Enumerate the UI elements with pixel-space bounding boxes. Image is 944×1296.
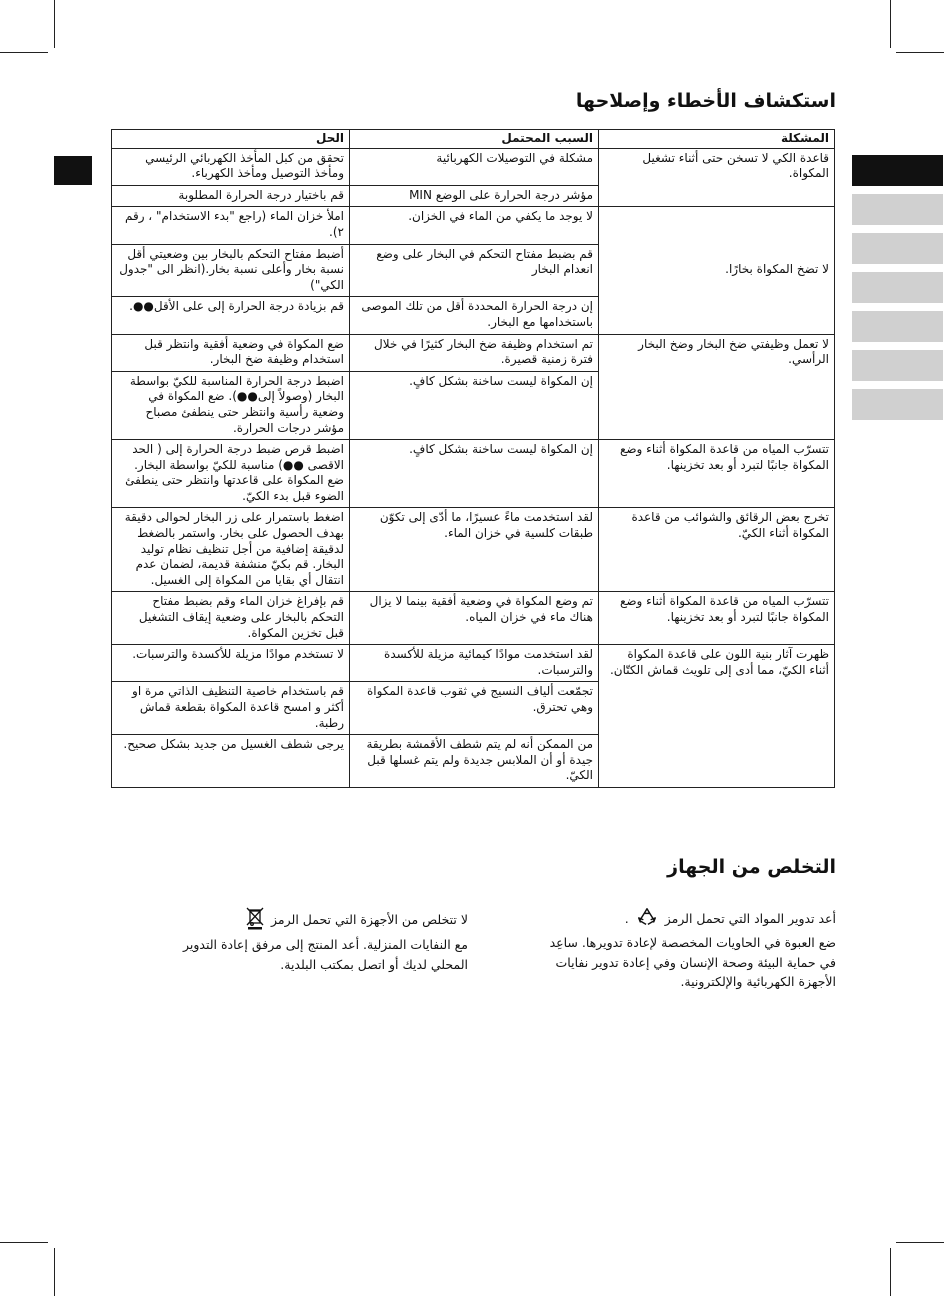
troubleshooting-table [111, 129, 835, 788]
solution-cell: اضغط باستمرار على زر البخار لحوالى دقيقة بهدف الحصول على بخار. واستمر بالضغط لدقيقة إضافية من أجل تنظيف نظام توليد البخار. قم بكيّ منشفة قديمة، لضمان عدم انتقال أي بقايا من المكواة إلى الغسيل. [112, 508, 350, 592]
crop-mark [890, 1248, 891, 1296]
recycle-text-start: أعد تدوير المواد التي تحمل الرمز [664, 911, 836, 927]
cause-cell: تم استخدام وظيفة ضخ البخار كثيرًا في خلال فترة زمنية قصيرة. [350, 334, 599, 371]
cause-cell: تم وضع المكواة في وضعية أفقية بينما لا يزال هناك ماء في خزان المياه. [350, 592, 599, 645]
table-row [112, 334, 835, 371]
recycling-paragraph [546, 906, 836, 992]
problem-cell: تتسرّب المياه من قاعدة المكواة أثناء وضع المكواة جانبًا لتبرد أو بعد تخزينها. [599, 440, 835, 508]
cause-cell: من الممكن أنه لم يتم شطف الأقمشة بطريقة جيدة أو أن الملابس جديدة ولم يتم غسلها قبل الكيّ. [350, 735, 599, 788]
solution-cell: لا تستخدم موادًا مزيلة للأكسدة والترسبات. [112, 645, 350, 682]
solution-cell: قم باختيار درجة الحرارة المطلوبة [112, 185, 350, 207]
problem-cell: ظهرت آثار بنية اللون على قاعدة المكواة أثناء الكيّ، مما أدى إلى تلويث قماش الكتّان. [599, 645, 835, 788]
crop-mark [54, 0, 55, 48]
cause-cell: لا يوجد ما يكفي من الماء في الخزان. [350, 207, 599, 244]
table-header-row [112, 130, 835, 149]
crop-mark [54, 1248, 55, 1296]
solution-cell: املأ خزان الماء (راجع "بدء الاستخدام" ، رقم ٢). [112, 207, 350, 244]
crossed-bin-icon [246, 906, 264, 935]
troubleshooting-title: استكشاف الأخطاء وإصلاحها [575, 90, 836, 112]
table-row [112, 148, 835, 185]
solution-cell: قم بزيادة درجة الحرارة إلى على الأقل●●. [112, 297, 350, 334]
table-row [112, 207, 835, 244]
table-row [112, 508, 835, 592]
solution-cell: اضبط قرص ضبط درجة الحرارة إلى ( الحد الاقصى ●●) مناسبة للكيّ بواسطة البخار. ضع المكواة على قاعدتها وانتظر حتى ينطفئ الضوء قبل بدء الكيّ. [112, 440, 350, 508]
problem-cell: قاعدة الكي لا تسخن حتى أثناء تشغيل المكواة. [599, 148, 835, 207]
solution-cell: أضبط مفتاح التحكم بالبخار بين وضعيتي أقل نسبة بخار وأعلى نسبة بخار.(انظر الى "جدول الكي") [112, 244, 350, 297]
recycle-icon [636, 906, 658, 933]
disposal-title: التخلص من الجهاز [667, 856, 836, 878]
language-tab-active [852, 155, 943, 186]
weee-text-start: لا تتخلص من الأجهزة التي تحمل الرمز [271, 912, 468, 928]
language-tab [852, 272, 943, 303]
solution-cell: ضع المكواة في وضعية أفقية وانتظر قبل استخدام وظيفة ضخ البخار. [112, 334, 350, 371]
page-edge-tab [54, 156, 92, 185]
language-tab [852, 233, 943, 264]
language-tab [852, 311, 943, 342]
cause-cell: إن المكواة ليست ساخنة بشكل كافٍ. [350, 371, 599, 439]
crop-mark [890, 0, 891, 48]
header-cause: السبب المحتمل [350, 130, 599, 149]
weee-text-rest: مع النفايات المنزلية. أعد المنتج إلى مرفق إعادة التدوير المحلي لديك أو اتصل بمكتب البلدية. [183, 937, 468, 972]
solution-cell: تحقق من كبل المأخذ الكهربائي الرئيسي ومأخذ التوصيل ومأخذ الكهرباء. [112, 148, 350, 185]
cause-cell: إن المكواة ليست ساخنة بشكل كافٍ. [350, 440, 599, 508]
cause-cell: تجمّعت ألياف النسيج في ثقوب قاعدة المكواة وهي تحترق. [350, 682, 599, 735]
problem-cell: لا تعمل وظيفتي ضخ البخار وضخ البخار الرأسي. [599, 334, 835, 440]
crop-mark [896, 52, 944, 53]
solution-cell: قم باستخدام خاصية التنظيف الذاتي مرة او أكثر و امسح قاعدة المكواة بقطعة قماش رطبة. [112, 682, 350, 735]
solution-cell: يرجى شطف الغسيل من جديد بشكل صحيح. [112, 735, 350, 788]
crop-mark [0, 52, 48, 53]
cause-cell: مشكلة في التوصيلات الكهربائية [350, 148, 599, 185]
language-tab [852, 389, 943, 420]
language-tab [852, 350, 943, 381]
cause-cell: إن درجة الحرارة المحددة أقل من تلك الموصى باستخدامها مع البخار. [350, 297, 599, 334]
recycle-text-end: . [624, 911, 629, 927]
table-row [112, 440, 835, 508]
cause-cell: قم بضبط مفتاح التحكم في البخار على وضع انعدام البخار [350, 244, 599, 297]
header-solution: الحل [112, 130, 350, 149]
header-problem: المشكلة [599, 130, 835, 149]
problem-cell: لا تضخ المكواة بخارًا. [599, 207, 835, 334]
cause-cell: لقد استخدمت ماءً عسيرًا، ما أدّى إلى تكوّن طبقات كلسية في خزان الماء. [350, 508, 599, 592]
weee-paragraph [178, 906, 468, 974]
cause-cell: لقد استخدمت موادًا كيمائية مزيلة للأكسدة والترسبات. [350, 645, 599, 682]
crop-mark [896, 1242, 944, 1243]
cause-cell: مؤشر درجة الحرارة على الوضع MIN [350, 185, 599, 207]
language-tabs [852, 155, 943, 428]
problem-cell: تخرج بعض الرقائق والشوائب من قاعدة المكواة أثناء الكيّ. [599, 508, 835, 592]
language-tab [852, 194, 943, 225]
crop-mark [0, 1242, 48, 1243]
recycle-text-rest: ضع العبوة في الحاويات المخصصة لإعادة تدويرها. ساعِد في حماية البيئة وصحة الإنسان وفي إعادة تدوير نفايات الأجهزة الكهربائية والإلكترونية. [549, 935, 836, 990]
solution-cell: اضبط درجة الحرارة المناسبة للكيّ بواسطة البخار (وصولاً إلى●●). ضع المكواة في وضعية رأسية وانتظر حتى ينطفئ مصباح مؤشر درجات الحرارة. [112, 371, 350, 439]
table-row [112, 645, 835, 682]
solution-cell: قم بإفراغ خزان الماء وقم بضبط مفتاح التحكم بالبخار على وضعية إيقاف التشغيل قبل تخزين المكواة. [112, 592, 350, 645]
table-row [112, 592, 835, 645]
problem-cell: تتسرّب المياه من قاعدة المكواة أثناء وضع المكواة جانبًا لتبرد أو بعد تخزينها. [599, 592, 835, 645]
